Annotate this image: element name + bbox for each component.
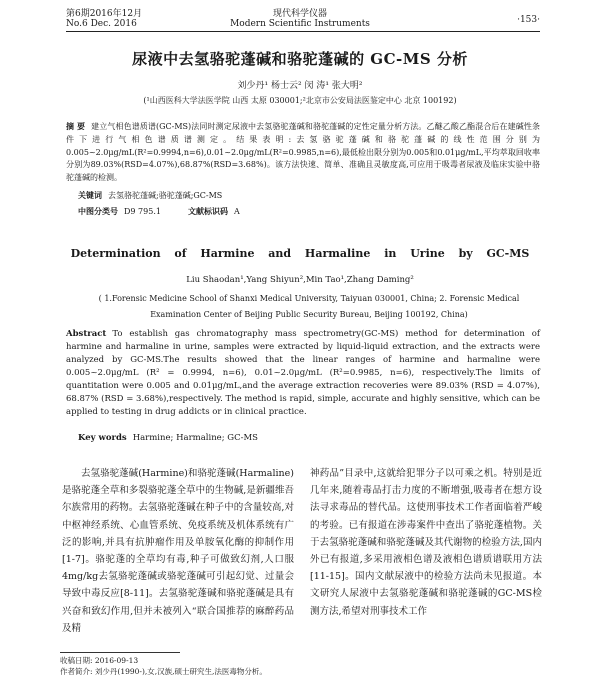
body-right-column: 神药品”目录中,这就给犯罪分子以可乘之机。特别是近几年来,随着毒品打击力度的不断增强,吸毒者在想方设法寻求毒品的替代品。这使刑事技术工作者面临着严峻的考验。已有报道在涉毒案件中查出了骆驼蓬植物。关于去氢骆驼蓬碱和骆驼蓬碱及其代谢物的检验方法,国内外已有报道,多采用液相色谱及液相色谱质谱联用方法[11-15]。国内文献尿液中的检验方法尚未见报道。本文研究人尿液中去氢骆驼蓬碱和骆驼蓬碱的GC-MS检测方法,希望对刑事技术工作 [310,468,542,617]
header-rule [66,31,540,32]
body-left-column: 去氢骆驼蓬碱(Harmine)和骆驼蓬碱(Harmaline)是骆驼蓬全草和多裂骆驼蓬全草中的生物碱,是新疆维吾尔族常用的药物。去氢骆驼蓬碱在种子中的含量较高,对中枢神经系统、心血管系统、免疫系统及机体系统有广泛的影响,并具有抗肿瘤作用及单胺氧化酶的抑制作用[1-7]。骆驼蓬的全草均有毒,种子可做致幻剂,人口服4mg/kg去氢骆驼蓬碱或骆驼蓬碱可引起幻觉、过量会导致中毒反应[8-11]。去氢骆驼蓬碱和骆驼蓬碱是具有兴奋和致幻作用,但并未被列入“联合国推荐的麻醉药品及精 [62,468,294,634]
clc-label: 中图分类号 [78,206,118,216]
keywords-en-label: Key words [78,433,127,443]
clc-value: D9 795.1 [124,207,161,216]
title-zh: 尿液中去氢骆驼蓬碱和骆驼蓬碱的 GC-MS 分析 [132,50,468,68]
issue-en: No.6 Dec. 2016 [66,19,137,29]
affiliation-en: ( 1.Forensic Medicine School of Shanxi Medical University, Taiyuan 030001, China; 2. Forensic Medical Examination Center of Beijing Public Security Bureau, Beijing 100192, China) [98,294,520,319]
keywords-en-text: Harmine; Harmaline; GC-MS [132,433,258,443]
keywords-en [78,433,258,443]
keywords-zh [78,189,538,203]
classification [78,205,538,219]
abstract-zh-text: 建立气相色谱质谱(GC-MS)法同时测定尿液中去氢骆驼蓬碱和骆驼蓬碱的定性定量分析方法。乙醚乙酸乙酯混合后在建碱性条件下进行气相色谱质谱测定。结果表明:去氢骆驼蓬碱和骆驼蓬碱的线性范围分别为0.005~2.0μg/mL(R²=0.9994,n=6),0.01~2.0μg/mL(R²=0.9985,n=6),最低检出限分别为0.005和0.01μg/mL,平均萃取回收率分别为89.03%(RSD=4.07%),68.87%(RSD=3.68%)。该方法快速、简单、准确且灵敏度高,可应用于吸毒者尿液及临床实验中骆驼蓬碱的检测。 [66,122,540,183]
abstract-en [66,328,540,419]
page-number: ·153· [517,15,540,25]
header-journal [0,9,600,29]
authors-en: Liu Shaodan¹,Yang Shiyun²,Min Tao¹,Zhang Daming² [186,275,414,285]
doc-label: 文献标识码 [188,206,229,216]
abstract-en-label: Abstract [66,329,107,339]
abstract-zh-label: 摘 要 [66,121,86,131]
authors-zh: 刘少丹¹ 杨士云² 闵 涛¹ 张大明² [237,81,363,91]
abstract-en-text: To establish gas chromatography mass spectrometry(GC-MS) method for determination of harmine and harmaline in urine, samples were extracted by liquid-liquid extraction, and the extracts were analyzed by GC-MS.The results showed that the linear ranges of harmine and harmaline were 0.005~2.0μg/mL (R² = 0.9994, n=6), 0.01~2.0μg/mL (R²=0.9985, n=6), respectively.The limits of quantitation were 0.005 and 0.01μg/mL,and the average extraction recoveries were 89.03% (RSD = 4.07%), 68.87% (RSD = 3.68%),respectively. The method is rapid, simple, accurate and highly sensitive, which can be applied to testing in drug addicts or in clinical practice. [66,329,540,417]
journal-zh: 现代科学仪器 [272,9,327,19]
footnote-rule [60,652,180,653]
issue-zh: 第6期2016年12月 [66,9,143,19]
abstract-zh [66,120,540,185]
title-en: Determination of Harmine and Harmaline in Urine by GC-MS [70,247,530,260]
affiliation-zh: (¹山西医科大学法医学院 山西 太原 030001;²北京市公安局法医鉴定中心 北京 100192) [143,96,457,105]
journal-en: Modern Scientific Instruments [230,19,370,29]
footnote-received: 收稿日期: 2016-09-13 [60,656,139,665]
keywords-zh-text: 去氢骆驼蓬碱;骆驼蓬碱;GC-MS [108,191,223,200]
keywords-zh-label: 关键词 [78,190,102,200]
doc-value: A [234,207,240,216]
footnote-author-bio: 作者简介: 刘少丹(1990-),女,汉族,硕士研究生,法医毒物分析。 [60,667,267,676]
